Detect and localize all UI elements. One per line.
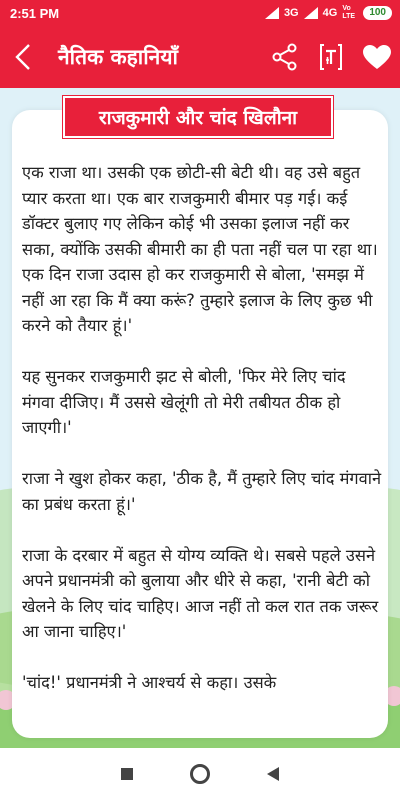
heart-icon bbox=[362, 44, 392, 70]
story-title: राजकुमारी और चांद खिलौना bbox=[63, 96, 333, 138]
network-4g-label: 4G bbox=[322, 7, 338, 19]
text-size-button[interactable] bbox=[308, 26, 354, 88]
volte-label: Vo LTE bbox=[342, 5, 356, 20]
story-body bbox=[22, 160, 382, 721]
story-paragraph: राजा के दरबार में बहुत से योग्य व्यक्ति थे। सबसे पहले उसने अपने प्रधानमंत्री को बुलाया और धीरे से कहा, 'रानी बेटी को खेलने के लिए चांद चाहिए। आज नहीं तो कल रात तक जरूर आ जाना चाहिए।' bbox=[22, 545, 379, 641]
nav-back-button[interactable] bbox=[253, 754, 293, 794]
favorite-button[interactable] bbox=[354, 26, 400, 88]
status-bar bbox=[0, 0, 400, 26]
signal-icon bbox=[265, 7, 279, 19]
text-size-icon bbox=[319, 44, 343, 70]
home-circle-icon bbox=[189, 763, 211, 785]
back-triangle-icon bbox=[266, 766, 280, 782]
recents-button[interactable] bbox=[107, 754, 147, 794]
story-paragraph: यह सुनकर राजकुमारी झट से बोली, 'फिर मेरे लिए चांद मंगवा दीजिए। मैं उससे खेलूंगी तो मेरी तबीयत ठीक हो जाएगी।' bbox=[22, 367, 346, 437]
battery-indicator: 100 bbox=[363, 6, 392, 20]
share-icon bbox=[272, 43, 298, 71]
app-title: नैतिक कहानियाँ bbox=[58, 45, 178, 69]
story-paragraph: राजा ने खुश होकर कहा, 'ठीक है, मैं तुम्हारे लिए चांद मंगवाने का प्रबंध करता हूं।' bbox=[22, 469, 382, 514]
back-button[interactable] bbox=[0, 26, 46, 88]
home-button[interactable] bbox=[180, 754, 220, 794]
status-time: 2:51 PM bbox=[10, 5, 60, 21]
network-3g-label: 3G bbox=[283, 7, 299, 19]
back-arrow-icon bbox=[13, 43, 33, 71]
status-icons bbox=[265, 5, 392, 21]
story-paragraph: एक राजा था। उसकी एक छोटी-सी बेटी थी। वह उसे बहुत प्यार करता था। एक बार राजकुमारी बीमार पड़ गई। कई डॉक्टर बुलाए गए लेकिन कोई भी उसका इलाज नहीं कर सका, क्योंकि उसकी बीमारी का ही पता नहीं चल पा रहा था। एक दिन राजा उदास हो कर राजकुमारी से बोला, 'समझ में नहीं आ रहा कि मैं क्या करूं? तुम्हारे इलाज के लिए कुछ भी करने को तैयार हूं।' bbox=[22, 163, 378, 335]
story-paragraph: 'चांद!' प्रधानमंत्री ने आश्चर्य से कहा। उसके bbox=[22, 673, 277, 692]
app-bar bbox=[0, 26, 400, 88]
share-button[interactable] bbox=[262, 26, 308, 88]
recents-square-icon bbox=[120, 767, 134, 781]
signal-icon-2 bbox=[304, 7, 318, 19]
system-nav-bar bbox=[0, 748, 400, 800]
